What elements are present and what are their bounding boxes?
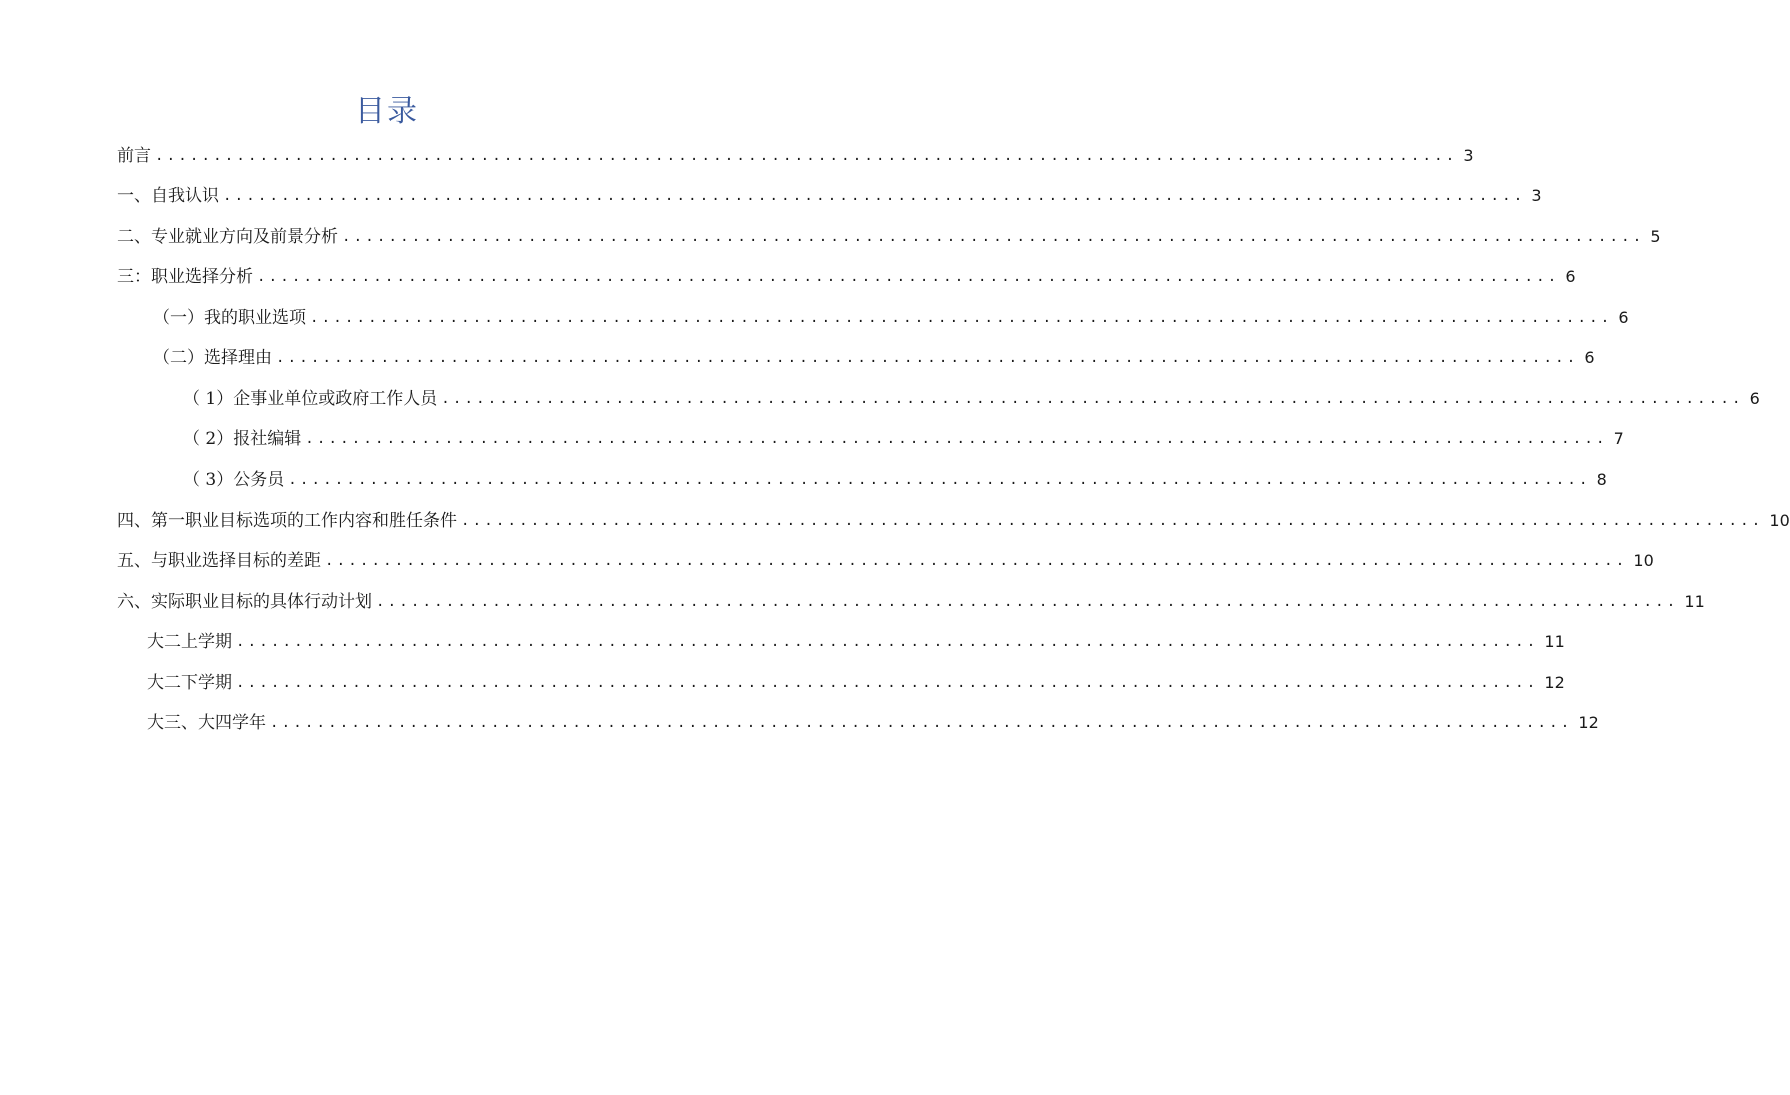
toc-page-number: 3 <box>1531 186 1542 205</box>
toc-leader-dots: ................................................................................................................ <box>461 513 1764 529</box>
toc-entry-text: 一、自我认识 <box>117 186 219 206</box>
toc-entry[interactable] <box>183 425 1624 453</box>
toc-entry[interactable] <box>117 263 1576 291</box>
toc-entry-text: 大二下学期 <box>147 673 232 693</box>
toc-entry[interactable] <box>117 223 1661 251</box>
toc-entry-text: 四、第一职业目标选项的工作内容和胜任条件 <box>117 511 457 531</box>
toc-entry[interactable] <box>117 507 1790 535</box>
toc-page-number: 3 <box>1463 146 1474 165</box>
toc-entry[interactable] <box>117 182 1542 210</box>
toc-entry-text: （一）我的职业选项 <box>153 308 306 328</box>
toc-entry-text: 大三、大四学年 <box>147 713 266 733</box>
toc-leader-dots: ................................................................................................................ <box>276 350 1579 366</box>
toc-page-number: 6 <box>1618 308 1629 327</box>
toc-page-number: 6 <box>1584 348 1595 367</box>
toc-entry-text: 五、与职业选择目标的差距 <box>117 551 321 571</box>
toc-page-number: 10 <box>1769 511 1790 530</box>
toc-leader-dots: ................................................................................................................ <box>310 310 1613 326</box>
toc-page-number: 8 <box>1596 470 1607 489</box>
toc-entry[interactable] <box>147 709 1599 737</box>
toc-leader-dots: ................................................................................................................ <box>288 472 1591 488</box>
toc-entry-text: （ 2）报社编辑 <box>183 429 302 449</box>
toc-leader-dots: ................................................................................................................ <box>342 229 1645 245</box>
toc-page-number: 11 <box>1684 592 1705 611</box>
toc-page-number: 5 <box>1650 227 1661 246</box>
toc-entry-text: 六、实际职业目标的具体行动计划 <box>117 592 372 612</box>
toc-entry-text: （二）选择理由 <box>153 348 272 368</box>
toc-page-number: 12 <box>1544 673 1565 692</box>
toc-page-number: 7 <box>1613 429 1624 448</box>
toc-entry-text: （ 3）公务员 <box>183 470 285 490</box>
toc-entry-text: （ 1）企事业单位或政府工作人员 <box>183 389 438 409</box>
toc-entry[interactable] <box>153 304 1629 332</box>
toc-entry-text: 前言 <box>117 146 151 166</box>
toc-page-number: 10 <box>1633 551 1654 570</box>
toc-leader-dots: ................................................................................................................ <box>325 553 1628 569</box>
toc-page-number: 6 <box>1565 267 1576 286</box>
toc-leader-dots: ................................................................................................................ <box>441 391 1744 407</box>
toc-leader-dots: ................................................................................................................ <box>257 269 1560 285</box>
toc-leader-dots: ................................................................................................................ <box>236 675 1539 691</box>
toc-leader-dots: ................................................................................................................ <box>223 188 1526 204</box>
toc-leader-dots: ................................................................................................................ <box>376 594 1679 610</box>
toc-page-number: 12 <box>1578 713 1599 732</box>
toc-entry[interactable] <box>183 385 1760 413</box>
toc-title: 目录 <box>355 94 419 129</box>
toc-entry[interactable] <box>117 142 1474 170</box>
toc-leader-dots: ................................................................................................................ <box>305 431 1608 447</box>
toc-page-number: 6 <box>1749 389 1760 408</box>
toc-entry-text: 大二上学期 <box>147 632 232 652</box>
toc-entry[interactable] <box>153 344 1595 372</box>
toc-entry[interactable] <box>183 466 1607 494</box>
toc-page-number: 11 <box>1544 632 1565 651</box>
toc-leader-dots: ................................................................................................................ <box>270 715 1573 731</box>
toc-leader-dots: ................................................................................................................ <box>155 148 1458 164</box>
toc-entry[interactable] <box>147 669 1565 697</box>
toc-leader-dots: ................................................................................................................ <box>236 634 1539 650</box>
toc-entry[interactable] <box>147 628 1565 656</box>
toc-entry-text: 二、专业就业方向及前景分析 <box>117 227 338 247</box>
toc-entry-text: 三：职业选择分析 <box>117 267 253 287</box>
toc-entry[interactable] <box>117 547 1654 575</box>
toc-entry[interactable] <box>117 588 1705 616</box>
